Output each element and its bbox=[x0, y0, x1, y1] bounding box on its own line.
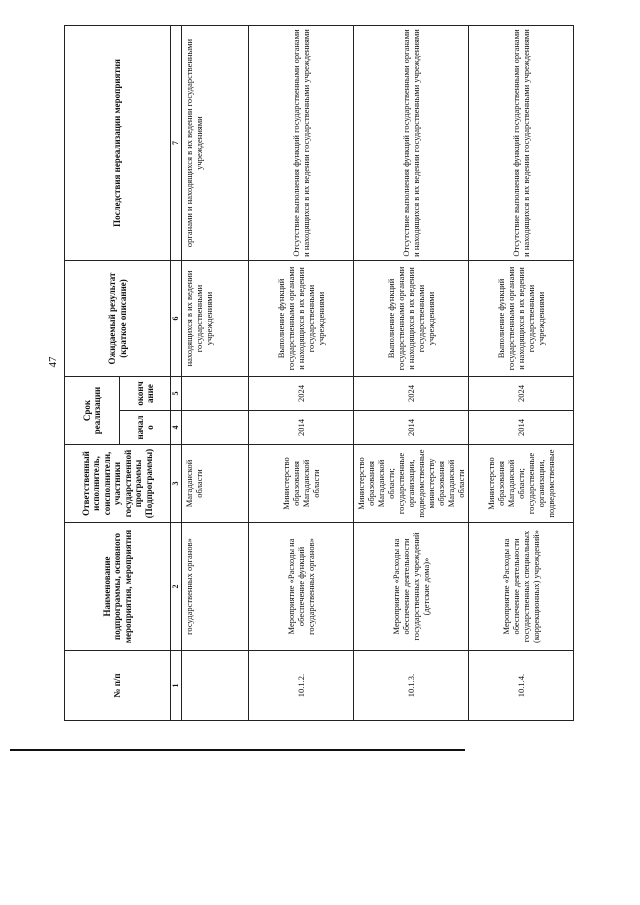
column-number: 5 bbox=[171, 377, 182, 411]
row-start: 2014 bbox=[469, 411, 574, 445]
row-start bbox=[182, 411, 249, 445]
column-number: 7 bbox=[171, 26, 182, 261]
header-end: окончание bbox=[120, 377, 171, 411]
column-number: 1 bbox=[171, 651, 182, 721]
row-consequence: Отсутствие выполнения функций государственными органами и находящихся в их ведении государственными учреждениями bbox=[249, 26, 354, 261]
row-executor: Министерство образования Магаданской области bbox=[249, 445, 354, 523]
row-number bbox=[182, 651, 249, 721]
header-consequence: Последствия нереализации мероприятия bbox=[65, 26, 171, 261]
row-consequence: органами и находящихся в их ведении государственными учреждениями bbox=[182, 26, 249, 261]
row-result: Выполнение функций государственными органами и находящихся в их ведении государственными учреждениями bbox=[469, 261, 574, 377]
table-row bbox=[469, 26, 574, 721]
page-number: 47 bbox=[47, 356, 59, 368]
row-name: Мероприятие «Расходы на обеспечение деятельности государственных специальных (коррекционных) учреждений» bbox=[469, 523, 574, 651]
row-number: 10.1.3. bbox=[354, 651, 469, 721]
column-number: 6 bbox=[171, 261, 182, 377]
row-number: 10.1.4. bbox=[469, 651, 574, 721]
row-consequence: Отсутствие выполнения функций государственными органами и находящихся в их ведении государственными учреждениями bbox=[354, 26, 469, 261]
rotated-table-container bbox=[64, 26, 556, 721]
header-number: № п/п bbox=[65, 651, 171, 721]
row-end: 2024 bbox=[354, 377, 469, 411]
header-start: начало bbox=[120, 411, 171, 445]
row-executor: Министерство образования Магаданской области; государственные организации, подведомственные министерству образования Магаданской области bbox=[354, 445, 469, 523]
row-name: Мероприятие «Расходы на обеспечение функций государственных органов» bbox=[249, 523, 354, 651]
row-end: 2024 bbox=[469, 377, 574, 411]
column-number: 2 bbox=[171, 523, 182, 651]
row-name: государственных органов» bbox=[182, 523, 249, 651]
row-number: 10.1.2. bbox=[249, 651, 354, 721]
row-result: Выполнение функций государственными органами и находящихся в их ведении государственными учреждениями bbox=[249, 261, 354, 377]
row-start: 2014 bbox=[249, 411, 354, 445]
row-executor: Магаданской области bbox=[182, 445, 249, 523]
row-executor: Министерство образования Магаданской области; государственные организации, подведомственные bbox=[469, 445, 574, 523]
row-consequence: Отсутствие выполнения функций государственными органами и находящихся в их ведении государственными учреждениями bbox=[469, 26, 574, 261]
header-result: Ожидаемый результат (краткое описание) bbox=[65, 261, 171, 377]
table-row bbox=[354, 26, 469, 721]
header-executor: Ответственный исполнитель, соисполнители, участники государственной программы (Подпрограммы) bbox=[65, 445, 171, 523]
header-term: Срок реализации bbox=[65, 377, 120, 445]
row-name: Мероприятие «Расходы на обеспечение деятельности государственных учреждений (детские дома)» bbox=[354, 523, 469, 651]
row-result: находящихся в их ведении государственными учреждениями bbox=[182, 261, 249, 377]
column-number: 3 bbox=[171, 445, 182, 523]
column-number-row bbox=[171, 26, 182, 721]
header-name: Наименование подпрограммы, основного мероприятия, мероприятия bbox=[65, 523, 171, 651]
row-end: 2024 bbox=[249, 377, 354, 411]
column-number: 4 bbox=[171, 411, 182, 445]
row-end bbox=[182, 377, 249, 411]
table-row bbox=[182, 26, 249, 721]
horizontal-rule bbox=[10, 749, 465, 751]
row-start: 2014 bbox=[354, 411, 469, 445]
row-result: Выполнение функций государственными органами и находящихся в их ведении государственными учреждениями bbox=[354, 261, 469, 377]
measures-table bbox=[64, 25, 574, 721]
table-row bbox=[249, 26, 354, 721]
